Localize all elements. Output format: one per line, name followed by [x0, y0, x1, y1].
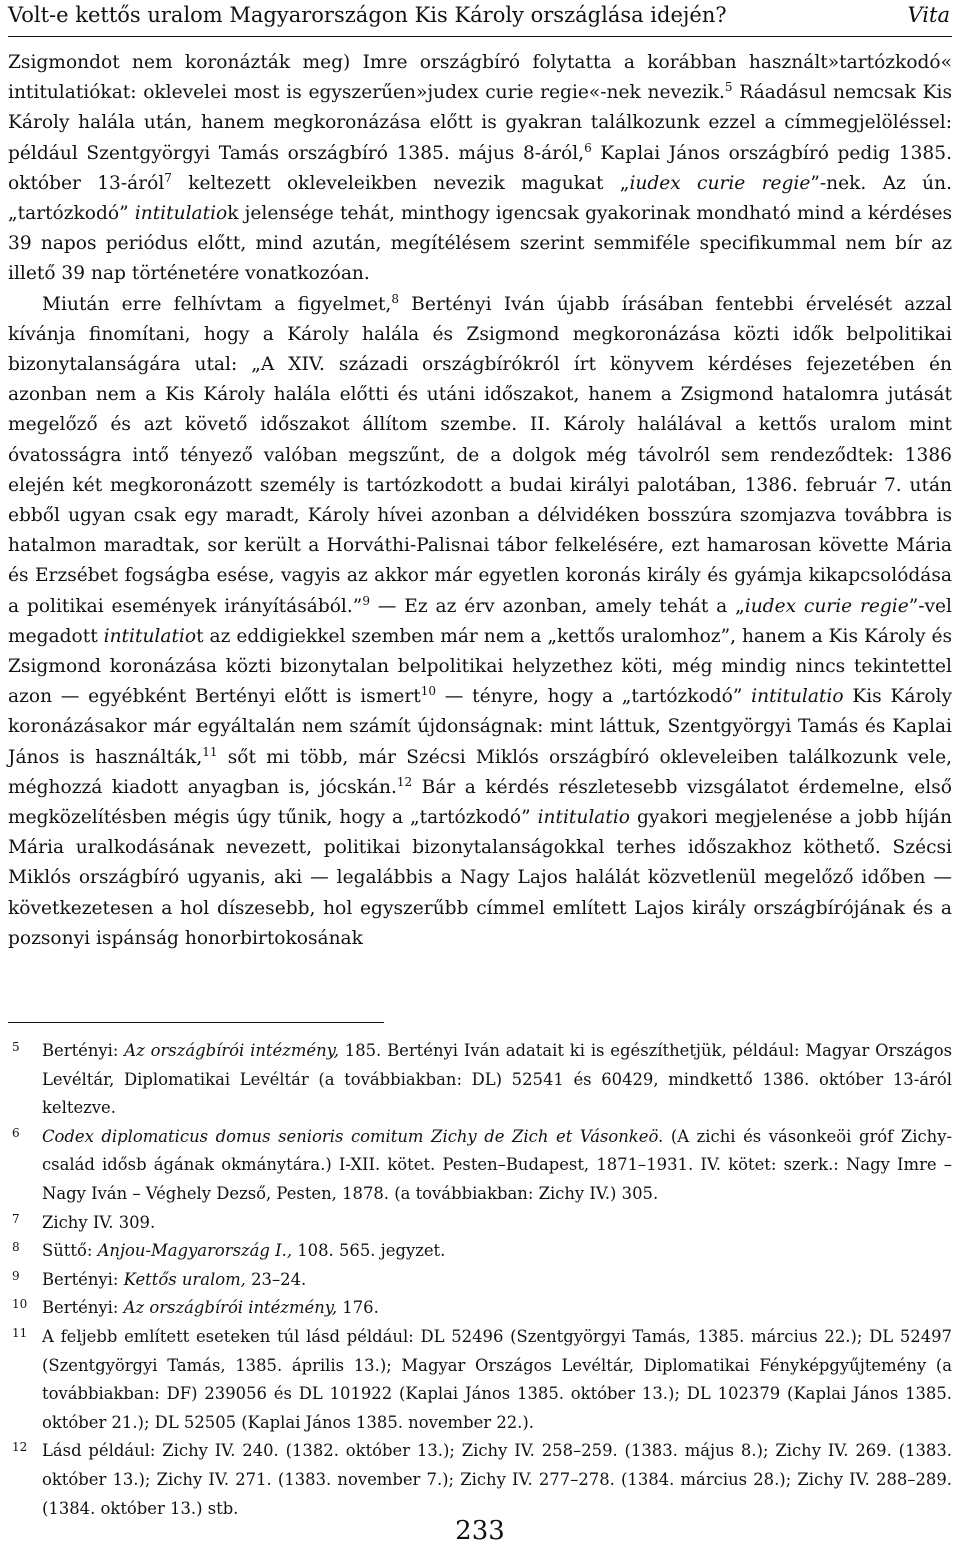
- text-span: Ráadásul nemcsak Kis Károly halála után, hanem megkoronázása előtt is gyakran találkozunk ezzel a címmegjelöléssel: például Szentgyörgyi Tamás országbíró 1385. május 8-áról,: [8, 82, 952, 164]
- footnote-7: [8, 1209, 952, 1238]
- footnote-number: 12: [12, 1440, 28, 1455]
- text-span: (A zichi és vásonkeöi gróf Zichy-család idősb ágának okmánytára.) I-XII. kötet. Pesten–Budapest, 1871–1931. IV. kötet: szerk.: Nagy Imre – Nagy Iván – Véghely Dezső, Pesten, 1878. (a továbbiakban: Zichy IV.) 305.: [42, 1126, 952, 1203]
- footnote-5: [8, 1037, 952, 1123]
- footnote-11: [8, 1323, 952, 1437]
- page-number: 233: [455, 1516, 505, 1546]
- text-span: Zsigmondot nem koronázták meg) Imre országbíró folytatta a korábban használt»tartózkodó« intitulatiókat: oklevelei most is egyszerűen»judex curie regie«-nek nevezik.: [8, 52, 952, 104]
- italic-term: intitulatio: [134, 203, 228, 225]
- text-span: — Ez az érv azonban, amely tehát a „: [369, 595, 745, 617]
- footnote-number: 9: [12, 1268, 20, 1283]
- text-span: keltezett okleveleikben nevezik magukat „: [171, 172, 630, 194]
- footnote-ref[interactable]: 12: [396, 774, 413, 789]
- footnote-12: [8, 1437, 952, 1523]
- footnote-ref[interactable]: 8: [391, 291, 399, 306]
- footnote-number: 5: [12, 1040, 20, 1054]
- footnote-separator: [8, 1022, 384, 1023]
- italic-term: intitulatio: [751, 686, 844, 708]
- footnote-number: 6: [12, 1125, 20, 1140]
- text-span: Bertényi:: [42, 1269, 124, 1289]
- italic-term: iudex curie regie: [744, 595, 909, 617]
- text-span: gyakori megjelenése a jobb híján Mária uralkodásának nevezett, politikai bizonytalanságokkal terhes időszakhoz köthető. Szécsi Miklós országbíró ugyanis, aki — legalábbis a Nagy Lajos halálát közvetlenül megelőző időben — következetesen a hol díszesebb, hol egyszerűbb címmel említett Lajos király országbírójának és a pozsonyi ispánság honorbirtokosának: [8, 807, 952, 949]
- footnotes: [8, 1037, 952, 1523]
- paragraph: [8, 290, 952, 954]
- text-span: Bertényi Iván újabb írásában fentebbi érvelését azzal kívánja finomítani, hogy a Károly halála és Zsigmond megkoronázása közti idők belpolitikai bizonytalanságára utal: „A XIV. századi országbírókról írt könyvem kérdéses fejezetében én azonban nem a Kis Károly halála előtti és utáni időszakot, hanem a Zsigmond hatalomra jutását megelőző és azt követő időszakot állítom szembe. II. Károly halálával a kettős uralom mint óvatosságra intő tényező valóban megszűnt, de a dolgok még távolról sem rendeződtek: 1386 elején két megkoronázott személy is tartózkodott a budai királyi palotában, 1386. február 7. után ebből ugyan csak egy maradt, Károly hívei azonban a délvidéken bosszúra szomjazva továbbra is hatalmon maradtak, sor került a Horváthi-Palisnai tábor felkelésére, ezt hamarosan követte Mária és Erzsébet fogságba esése, vagyis az akkor már egyetlen koronás király és gyámja kikapcsolódása a politikai események irányításából.”: [8, 293, 952, 617]
- text-span: Lásd például: Zichy IV. 240. (1382. október 13.); Zichy IV. 258–259. (1383. május 8.); Zichy IV. 269. (1383. október 13.); Zichy IV. 271. (1383. november 7.); Zichy IV. 277–278. (1384. március 28.); Zichy IV. 288–289. (1384. október 13.) stb.: [42, 1441, 952, 1518]
- italic-title: Az országbírói intézmény,: [123, 1298, 338, 1318]
- italic-term: intitulatio: [103, 625, 197, 647]
- paragraph: [8, 48, 952, 290]
- footnote-ref[interactable]: 6: [584, 140, 592, 155]
- text-span: t az eddigiekkel szemben már nem a „kettős uralomhoz”, hanem a Kis Károly és Zsigmond koronázása közti bizonytalan belpolitikai helyzethez köti, még mindig nincs tekintettel azon — egyébként Bertényi előtt is ismert: [8, 625, 952, 708]
- text-span: Süttő:: [42, 1241, 98, 1261]
- footnote-number: 11: [12, 1325, 28, 1340]
- running-header: [8, 2, 952, 37]
- text-span: Bertényi:: [42, 1298, 124, 1318]
- footnote-ref[interactable]: 9: [362, 593, 370, 608]
- text-span: Kis Károly koronázásakor már egyáltalán nem számít újdonságnak: mint láttuk, Szentgyörgyi Tamás és Kaplai János is használták,: [8, 686, 952, 768]
- footnote-9: [8, 1266, 952, 1295]
- italic-title: Kettős uralom,: [123, 1269, 246, 1289]
- text-span: ”-nek. Az ún. „tartózkodó”: [8, 172, 952, 225]
- footnote-10: [8, 1294, 952, 1323]
- footnote-ref[interactable]: 7: [164, 170, 172, 185]
- text-span: k jelensége tehát, minthogy igencsak gyakorinak mondható mind a kérdéses 39 napos periódus előtt, mind azután, megítélésem szerint semmiféle specifikummal nem bír az illető 39 nap történetére vonatkozóan.: [8, 203, 953, 285]
- text-span: Zichy IV. 309.: [42, 1212, 156, 1232]
- footnote-ref[interactable]: 11: [202, 744, 218, 759]
- footnote-number: 10: [12, 1297, 28, 1312]
- text-span: 108. 565. jegyzet.: [292, 1241, 446, 1261]
- italic-title: Az országbírói intézmény,: [124, 1041, 339, 1060]
- footnote-6: [8, 1123, 952, 1209]
- text-span: — tényre, hogy a „tartózkodó”: [436, 686, 752, 708]
- body-text: [8, 48, 952, 954]
- text-span: Kaplai János országbíró pedig 1385. október 13-áról: [8, 142, 952, 194]
- italic-title: Codex diplomaticus domus senioris comitum Zichy de Zich et Vásonkeö.: [42, 1126, 664, 1146]
- text-span: Bertényi:: [42, 1041, 125, 1060]
- text-span: sőt mi több, már Szécsi Miklós országbíró okleveleiben találkozunk vele, méghozzá kiadott anyagban is, jócskán.: [8, 746, 952, 798]
- footnote-8: [8, 1237, 952, 1266]
- section-label: Vita: [907, 3, 950, 27]
- text-span: 23–24.: [245, 1269, 307, 1289]
- italic-term: iudex curie regie: [629, 172, 811, 194]
- text-span: Bár a kérdés részletesebb vizsgálatot érdemelne, első megközelítésben mégis úgy tűnik, hogy a „tartózkodó”: [8, 776, 952, 829]
- italic-term: intitulatio: [537, 807, 630, 829]
- running-title: Volt-e kettős uralom Magyarországon Kis Károly országlása idején?: [8, 3, 727, 27]
- text-span: 185. Bertényi Iván adatait ki is egészíthetjük, például: Magyar Országos Levéltár, Diplomatikai Levéltár (a továbbiakban: DL) 52541 és 60429, mindkettő 1386. október 13-áról keltezve.: [42, 1041, 952, 1118]
- italic-title: Anjou-Magyarország I.,: [97, 1241, 293, 1261]
- footnote-number: 8: [12, 1240, 20, 1255]
- text-span: ”-vel megadott: [8, 595, 953, 647]
- text-span: Miután erre felhívtam a figyelmet,: [42, 293, 392, 315]
- footnote-number: 7: [12, 1211, 20, 1226]
- footnote-ref[interactable]: 10: [420, 684, 436, 699]
- text-span: A feljebb említett eseteken túl lásd például: DL 52496 (Szentgyörgyi Tamás, 1385. március 22.); DL 52497 (Szentgyörgyi Tamás, 1385. április 13.); Magyar Országos Levéltár, Diplomatikai Fényképgyűjtemény (a továbbiakban: DF) 239056 és DL 101922 (Kaplai János 1385. október 13.); DL 102379 (Kaplai János 1385. október 21.); DL 52505 (Kaplai János 1385. november 22.).: [42, 1326, 952, 1432]
- text-span: 176.: [337, 1298, 379, 1318]
- footnote-ref[interactable]: 5: [724, 80, 733, 95]
